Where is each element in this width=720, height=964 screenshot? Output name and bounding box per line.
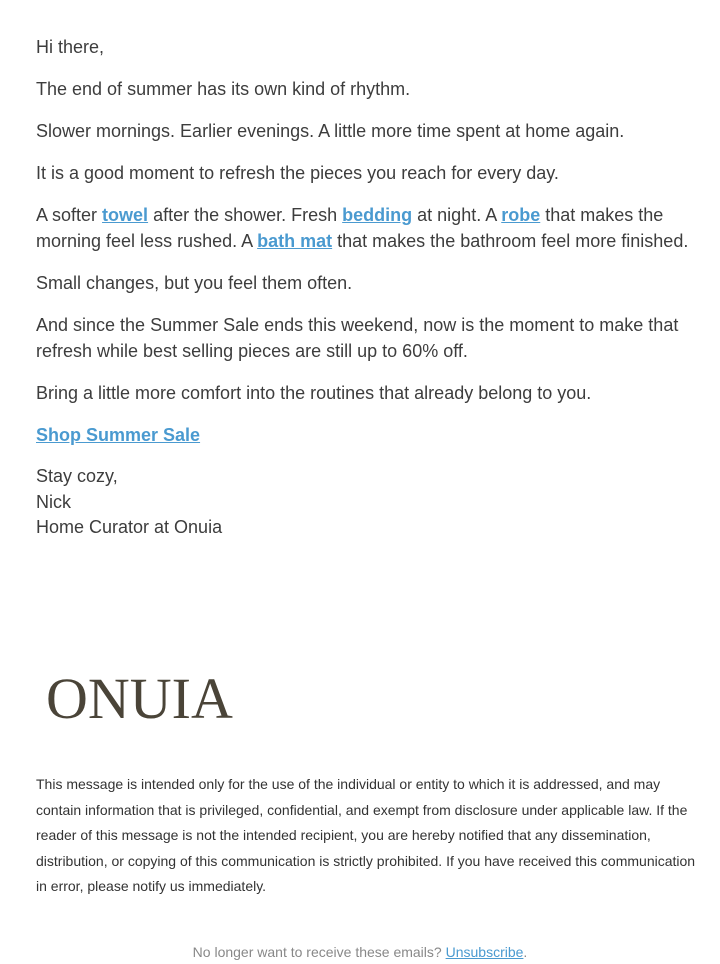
footer-text: No longer want to receive these emails?	[192, 944, 446, 960]
bath-mat-link[interactable]: bath mat	[257, 231, 333, 251]
paragraph-sale: And since the Summer Sale ends this weekend, now is the moment to make that refresh while best selling pieces are still up to 60% off.	[36, 315, 679, 361]
paragraph-refresh: It is a good moment to refresh the pieces you reach for every day.	[36, 163, 559, 183]
cta-paragraph	[36, 422, 696, 448]
signoff-name: Nick	[36, 491, 71, 512]
paragraph-intro: The end of summer has its own kind of rhythm.	[36, 79, 411, 99]
greeting: Hi there,	[36, 37, 105, 57]
paragraph-slower-mornings: Slower mornings. Earlier evenings. A little more time spent at home again.	[36, 121, 625, 141]
text-segment: A softer	[36, 205, 103, 225]
footer	[0, 940, 720, 964]
email-body	[36, 34, 696, 541]
bedding-link[interactable]: bedding	[342, 205, 413, 225]
signoff-title: Home Curator at Onuia	[36, 517, 223, 537]
robe-link[interactable]: robe	[501, 205, 541, 225]
shop-summer-sale-link[interactable]: Shop Summer Sale	[36, 425, 201, 445]
paragraph-small-changes: Small changes, but you feel them often.	[36, 273, 353, 293]
logo-wordmark: ONUIA	[46, 666, 233, 731]
brand-logo[interactable]	[46, 664, 233, 734]
text-segment: that makes the bathroom feel more finished.	[332, 231, 689, 251]
towel-link[interactable]: towel	[102, 205, 149, 225]
text-segment: that makes the morning feel less rushed. A	[36, 205, 664, 251]
signoff-line: Stay cozy,	[36, 466, 118, 486]
legal-disclaimer: This message is intended only for the use of the individual or entity to which it is addressed, and may contain information that is privileged, confidential, and exempt from disclosure under applicable law. If the reader of this message is not the intended recipient, you are hereby notified that any dissemination, distribution, or copying of this communication is strictly prohibited. If you have received this communication in error, please notify us immediately.	[36, 776, 696, 894]
footer-period: .	[523, 944, 528, 960]
unsubscribe-link[interactable]: Unsubscribe	[445, 944, 524, 960]
text-segment: at night. A	[412, 205, 502, 225]
paragraph-comfort: Bring a little more comfort into the routines that already belong to you.	[36, 383, 592, 403]
paragraph-products	[36, 202, 696, 254]
text-segment: after the shower. Fresh	[148, 205, 343, 225]
